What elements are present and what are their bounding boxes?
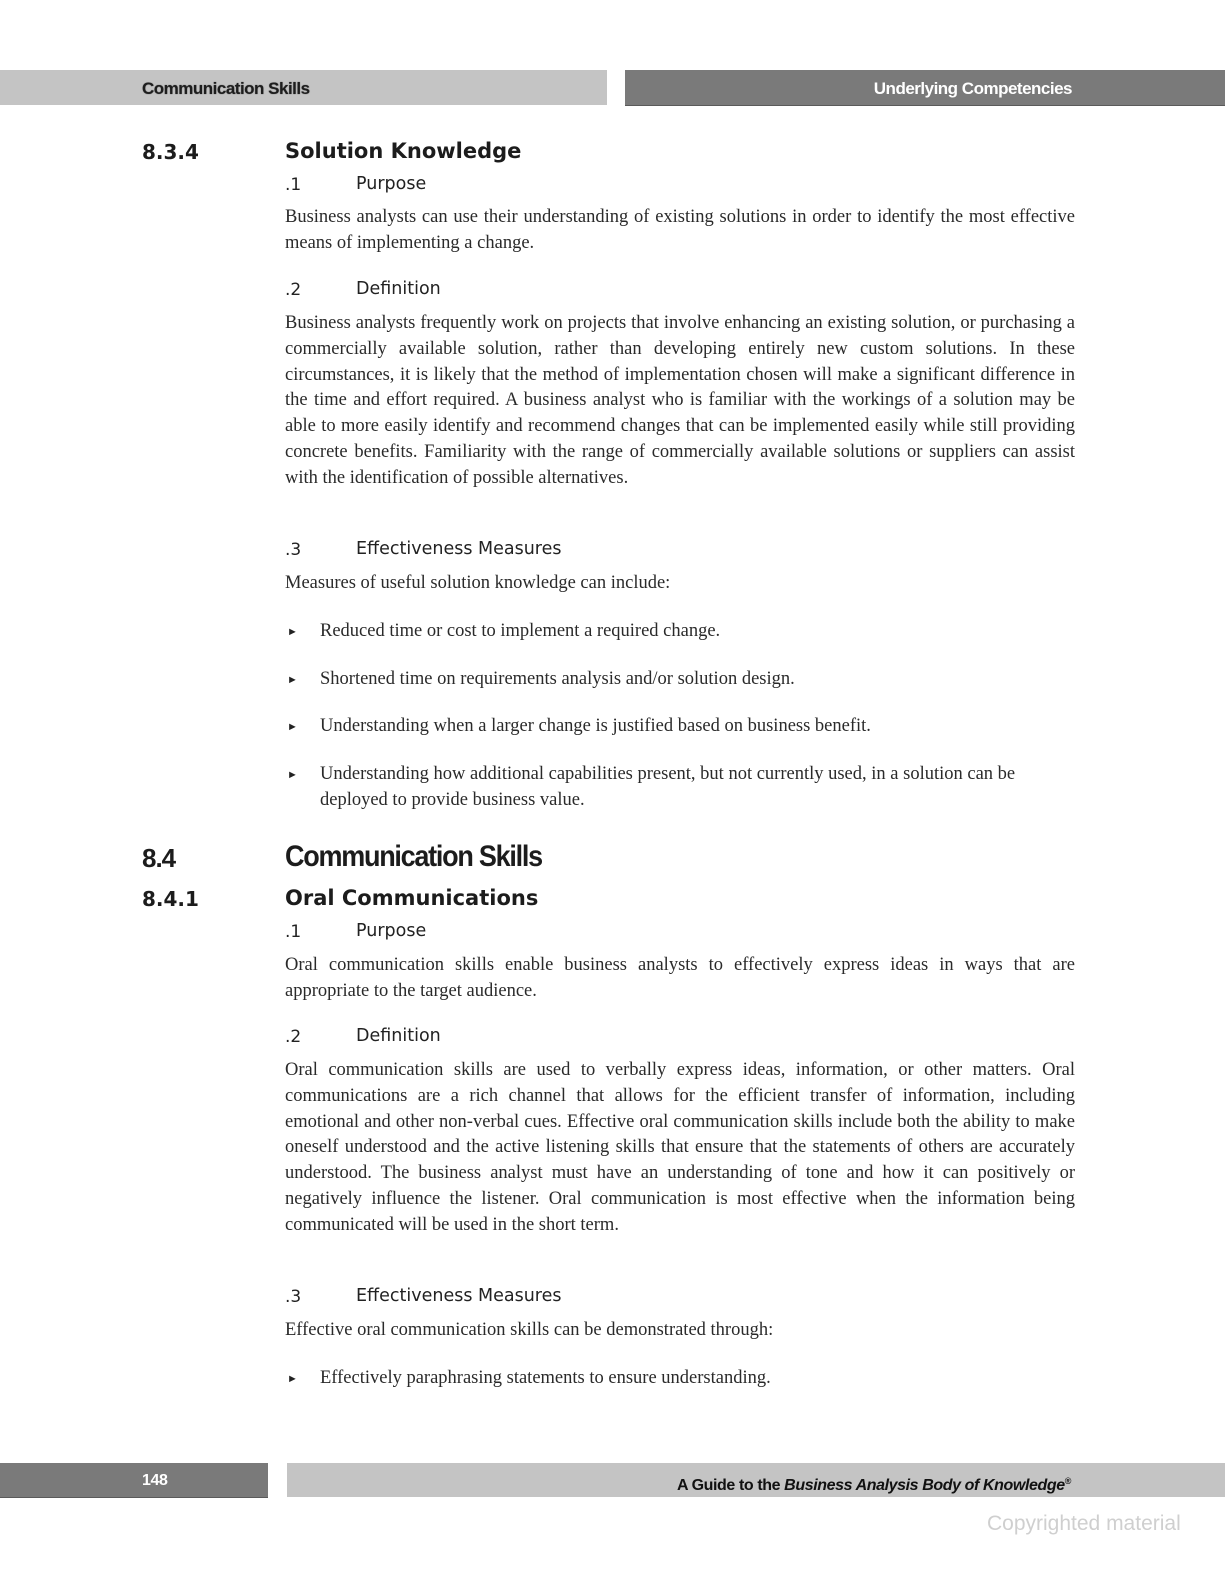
book-title-prefix: A Guide to the — [676, 1477, 785, 1494]
bullet-icon: ► — [287, 626, 298, 638]
subsection-title-purpose: Purpose — [356, 921, 427, 941]
definition-paragraph: Business analysts frequently work on projects that involve enhancing an existing solution, or purchasing a commercially available solution, rather than developing entirely new custom solutions. In these circumstances, it is likely that the method of implementation chosen will make a significant difference in the time and effort required. A business analyst who is familiar with the workings of a solution may be able to more easily identify and recommend changes that can be implemented easily while still providing concrete benefits. Familiarity with the range of commercially available solutions or suppliers can assist with the identification of possible alternatives. — [285, 313, 1075, 488]
list-item: Understanding when a larger change is justified based on business benefit. — [320, 716, 871, 736]
subsection-number: .2 — [285, 280, 302, 300]
purpose-paragraph: Oral communication skills enable business analysts to effectively express ideas in ways that are appropriate to the target audience. — [285, 955, 1075, 1001]
book-title-italic: Business Analysis Body of Knowledge — [784, 1477, 1065, 1494]
bullet-icon: ► — [287, 1373, 298, 1385]
running-header-right — [625, 70, 1225, 106]
subsection-title-effectiveness-measures: Effectiveness Measures — [356, 1286, 562, 1306]
section-number-8-4-1: 8.4.1 — [142, 887, 199, 911]
subsection-number: .2 — [285, 1027, 302, 1047]
section-title-communication-skills: Communication Skills — [285, 840, 542, 873]
list-item: Reduced time or cost to implement a required change. — [320, 621, 721, 641]
measures-intro: Measures of useful solution knowledge can include: — [285, 573, 671, 593]
section-title-oral-communications: Oral Communications — [285, 886, 539, 910]
bullet-icon: ► — [287, 721, 298, 733]
page-number: 148 — [142, 1472, 168, 1489]
list-item: Effectively paraphrasing statements to ensure understanding. — [320, 1368, 771, 1388]
book-title — [677, 1463, 1071, 1504]
subsection-number: .1 — [285, 175, 302, 195]
running-footer-title — [287, 1463, 1225, 1497]
subsection-title-effectiveness-measures: Effectiveness Measures — [356, 539, 562, 559]
purpose-paragraph: Business analysts can use their understanding of existing solutions in order to identify the most effective means of implementing a change. — [285, 207, 1075, 253]
subsection-number: .3 — [285, 1287, 302, 1307]
subsection-title-definition: Definition — [356, 279, 441, 299]
subsection-number: .3 — [285, 540, 302, 560]
list-item: Shortened time on requirements analysis and/or solution design. — [320, 669, 795, 689]
section-title-solution-knowledge: Solution Knowledge — [285, 139, 522, 163]
running-header-left-text: Communication Skills — [142, 79, 310, 98]
section-number-8-3-4: 8.3.4 — [142, 140, 199, 164]
registered-mark: ® — [1064, 1476, 1071, 1486]
running-header-right-text: Underlying Competencies — [873, 79, 1072, 98]
subsection-title-purpose: Purpose — [356, 174, 427, 194]
running-footer-page — [0, 1463, 268, 1498]
list-item: Understanding how additional capabilities present, but not currently used, in a solution can be deployed to provide business value. — [320, 764, 1016, 810]
copyright-watermark: Copyrighted material — [987, 1512, 1181, 1535]
subsection-number: .1 — [285, 922, 302, 942]
section-number-8-4: 8.4 — [142, 843, 176, 873]
running-header-left — [0, 70, 607, 105]
subsection-title-definition: Definition — [356, 1026, 441, 1046]
measures-intro: Effective oral communication skills can be demonstrated through: — [285, 1320, 774, 1340]
definition-paragraph: Oral communication skills are used to verbally express ideas, information, or other matters. Oral communications are a rich channel that allows for the efficient transfer of information, including emotional and other non-verbal cues. Effective oral communication skills include both the ability to make oneself understood and the active listening skills that ensure that the statements of others are accurately understood. The business analyst must have an understanding of tone and how it can positively or negatively influence the listener. Oral communication is most effective when the information being communicated will be used in the short term. — [285, 1060, 1075, 1235]
bullet-icon: ► — [287, 674, 298, 686]
bullet-icon: ► — [287, 769, 298, 781]
